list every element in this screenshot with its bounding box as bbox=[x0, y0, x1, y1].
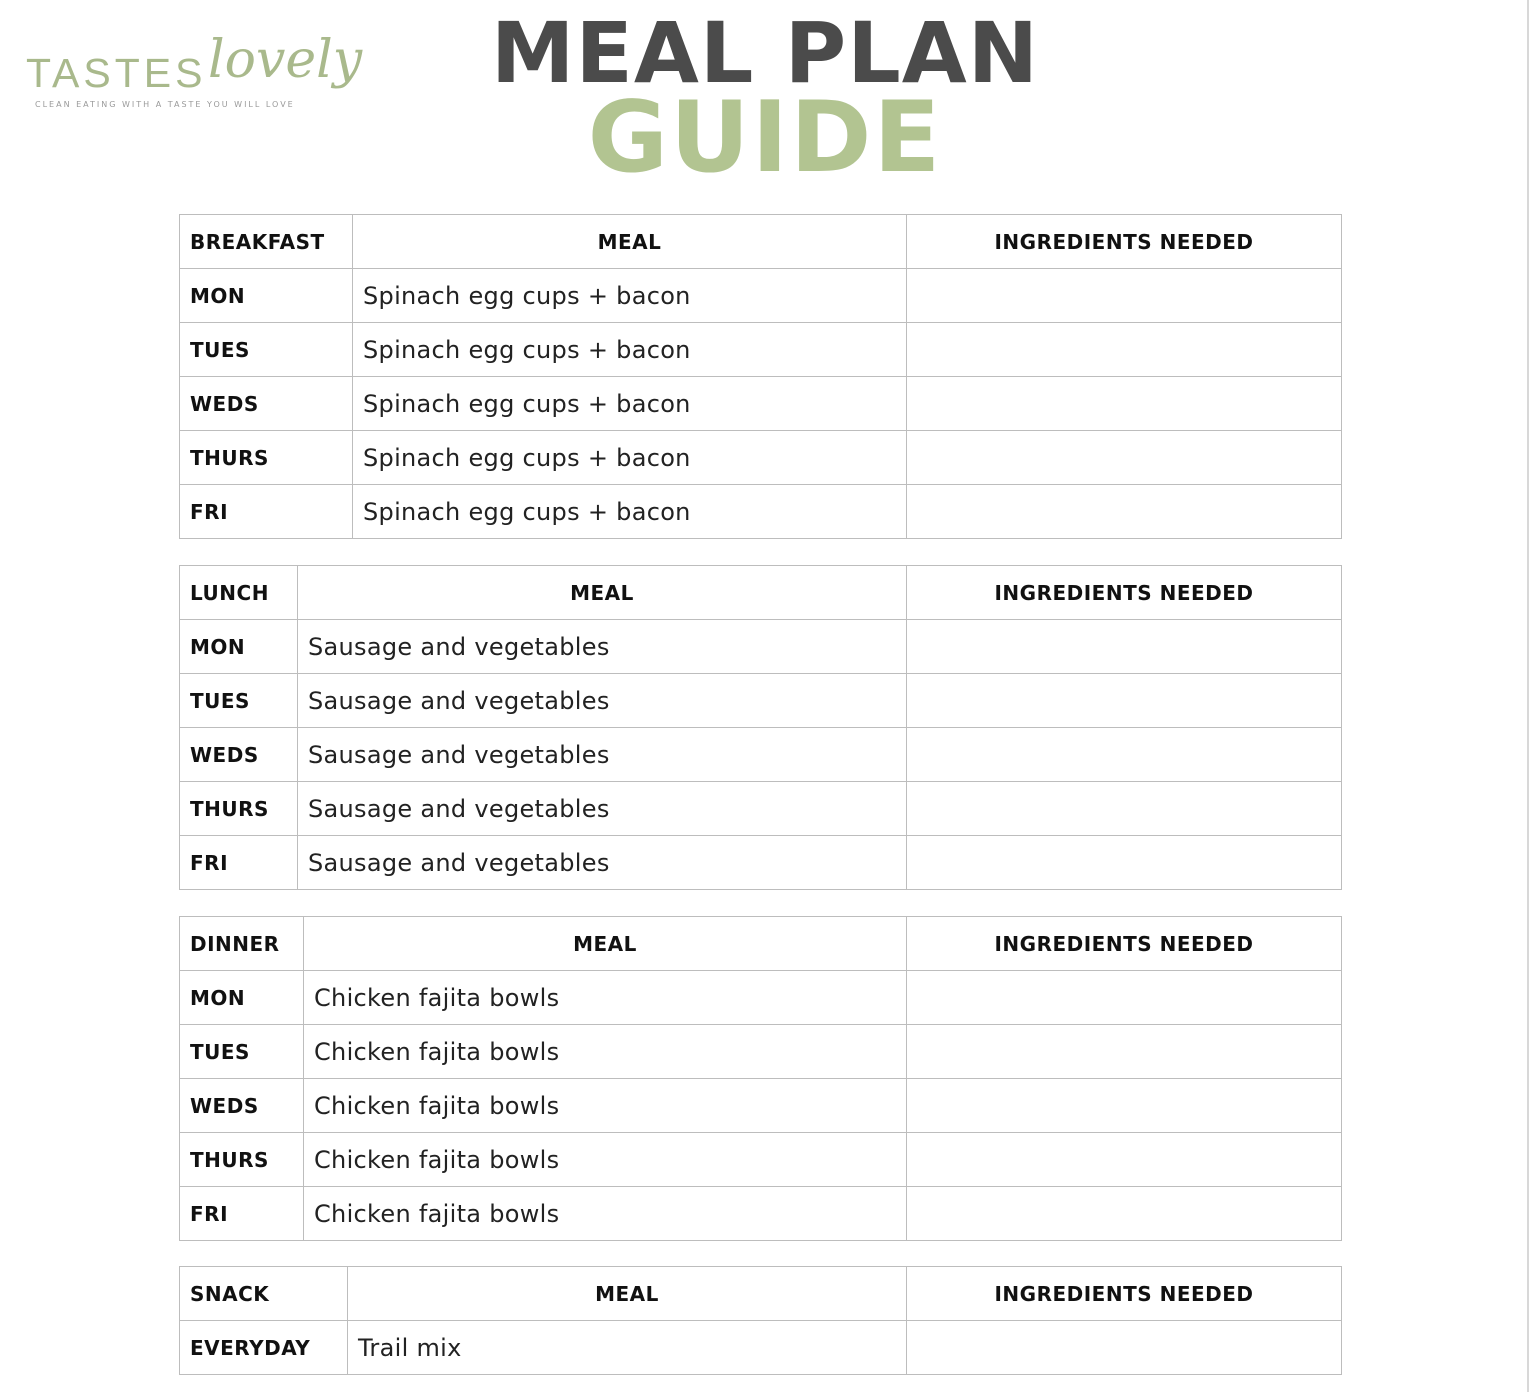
section-label: SNACK bbox=[180, 1267, 348, 1321]
snack-table bbox=[179, 1266, 1342, 1375]
day-cell: THURS bbox=[180, 782, 298, 836]
day-cell: EVERYDAY bbox=[180, 1321, 348, 1375]
day-cell: MON bbox=[180, 620, 298, 674]
table-header-row bbox=[180, 1267, 1342, 1321]
ingredients-cell[interactable] bbox=[907, 620, 1342, 674]
meal-column-header: MEAL bbox=[304, 917, 907, 971]
ingredients-cell[interactable] bbox=[907, 485, 1342, 539]
day-cell: FRI bbox=[180, 485, 353, 539]
page-title-line2: GUIDE bbox=[587, 81, 943, 195]
ingredients-column-header: INGREDIENTS NEEDED bbox=[907, 917, 1342, 971]
logo-script-word: lovely bbox=[208, 30, 363, 90]
ingredients-column-header: INGREDIENTS NEEDED bbox=[907, 566, 1342, 620]
table-row bbox=[180, 836, 1342, 890]
table-row bbox=[180, 1133, 1342, 1187]
meal-cell[interactable]: Spinach egg cups + bacon bbox=[353, 323, 907, 377]
day-cell: THURS bbox=[180, 431, 353, 485]
table-row bbox=[180, 269, 1342, 323]
page-edge-divider bbox=[1527, 0, 1529, 1392]
day-cell: MON bbox=[180, 269, 353, 323]
meal-cell[interactable]: Chicken fajita bowls bbox=[304, 1133, 907, 1187]
ingredients-cell[interactable] bbox=[907, 674, 1342, 728]
table-header-row bbox=[180, 917, 1342, 971]
brand-logo bbox=[26, 30, 363, 120]
ingredients-cell[interactable] bbox=[907, 1079, 1342, 1133]
table-row bbox=[180, 782, 1342, 836]
meal-cell[interactable]: Sausage and vegetables bbox=[298, 620, 907, 674]
meal-cell[interactable]: Chicken fajita bowls bbox=[304, 1187, 907, 1241]
ingredients-cell[interactable] bbox=[907, 323, 1342, 377]
day-cell: FRI bbox=[180, 836, 298, 890]
lunch-table bbox=[179, 565, 1342, 890]
meal-cell[interactable]: Chicken fajita bowls bbox=[304, 1079, 907, 1133]
logo-tagline: CLEAN EATING WITH A TASTE YOU WILL LOVE bbox=[35, 100, 295, 109]
meal-cell[interactable]: Chicken fajita bowls bbox=[304, 971, 907, 1025]
meal-cell[interactable]: Trail mix bbox=[348, 1321, 907, 1375]
table-row bbox=[180, 1321, 1342, 1375]
ingredients-cell[interactable] bbox=[907, 971, 1342, 1025]
day-cell: FRI bbox=[180, 1187, 304, 1241]
meal-cell[interactable]: Sausage and vegetables bbox=[298, 728, 907, 782]
page-title-line1: MEAL PLAN bbox=[490, 4, 1040, 102]
table-row bbox=[180, 674, 1342, 728]
ingredients-cell[interactable] bbox=[907, 1133, 1342, 1187]
ingredients-cell[interactable] bbox=[907, 1025, 1342, 1079]
meal-column-header: MEAL bbox=[353, 215, 907, 269]
ingredients-column-header: INGREDIENTS NEEDED bbox=[907, 215, 1342, 269]
ingredients-cell[interactable] bbox=[907, 431, 1342, 485]
day-cell: WEDS bbox=[180, 728, 298, 782]
table-row bbox=[180, 323, 1342, 377]
table-row bbox=[180, 1079, 1342, 1133]
ingredients-cell[interactable] bbox=[907, 782, 1342, 836]
section-label: BREAKFAST bbox=[180, 215, 353, 269]
meal-cell[interactable]: Chicken fajita bowls bbox=[304, 1025, 907, 1079]
ingredients-cell[interactable] bbox=[907, 269, 1342, 323]
day-cell: WEDS bbox=[180, 1079, 304, 1133]
ingredients-cell[interactable] bbox=[907, 836, 1342, 890]
meal-cell[interactable]: Spinach egg cups + bacon bbox=[353, 377, 907, 431]
meal-cell[interactable]: Spinach egg cups + bacon bbox=[353, 269, 907, 323]
section-label: DINNER bbox=[180, 917, 304, 971]
table-row bbox=[180, 1025, 1342, 1079]
table-row bbox=[180, 377, 1342, 431]
table-header-row bbox=[180, 215, 1342, 269]
section-label: LUNCH bbox=[180, 566, 298, 620]
meal-cell[interactable]: Sausage and vegetables bbox=[298, 674, 907, 728]
ingredients-cell[interactable] bbox=[907, 1321, 1342, 1375]
dinner-table bbox=[179, 916, 1342, 1241]
table-row bbox=[180, 728, 1342, 782]
table-row bbox=[180, 1187, 1342, 1241]
day-cell: TUES bbox=[180, 674, 298, 728]
ingredients-column-header: INGREDIENTS NEEDED bbox=[907, 1267, 1342, 1321]
ingredients-cell[interactable] bbox=[907, 728, 1342, 782]
table-row bbox=[180, 485, 1342, 539]
day-cell: MON bbox=[180, 971, 304, 1025]
table-row bbox=[180, 620, 1342, 674]
day-cell: WEDS bbox=[180, 377, 353, 431]
table-header-row bbox=[180, 566, 1342, 620]
meal-column-header: MEAL bbox=[348, 1267, 907, 1321]
meal-column-header: MEAL bbox=[298, 566, 907, 620]
day-cell: THURS bbox=[180, 1133, 304, 1187]
meal-cell[interactable]: Sausage and vegetables bbox=[298, 782, 907, 836]
day-cell: TUES bbox=[180, 1025, 304, 1079]
table-row bbox=[180, 971, 1342, 1025]
meal-cell[interactable]: Sausage and vegetables bbox=[298, 836, 907, 890]
meal-cell[interactable]: Spinach egg cups + bacon bbox=[353, 485, 907, 539]
day-cell: TUES bbox=[180, 323, 353, 377]
ingredients-cell[interactable] bbox=[907, 1187, 1342, 1241]
ingredients-cell[interactable] bbox=[907, 377, 1342, 431]
breakfast-table bbox=[179, 214, 1342, 539]
table-row bbox=[180, 431, 1342, 485]
logo-wordmark: TASTES bbox=[26, 50, 207, 96]
meal-cell[interactable]: Spinach egg cups + bacon bbox=[353, 431, 907, 485]
